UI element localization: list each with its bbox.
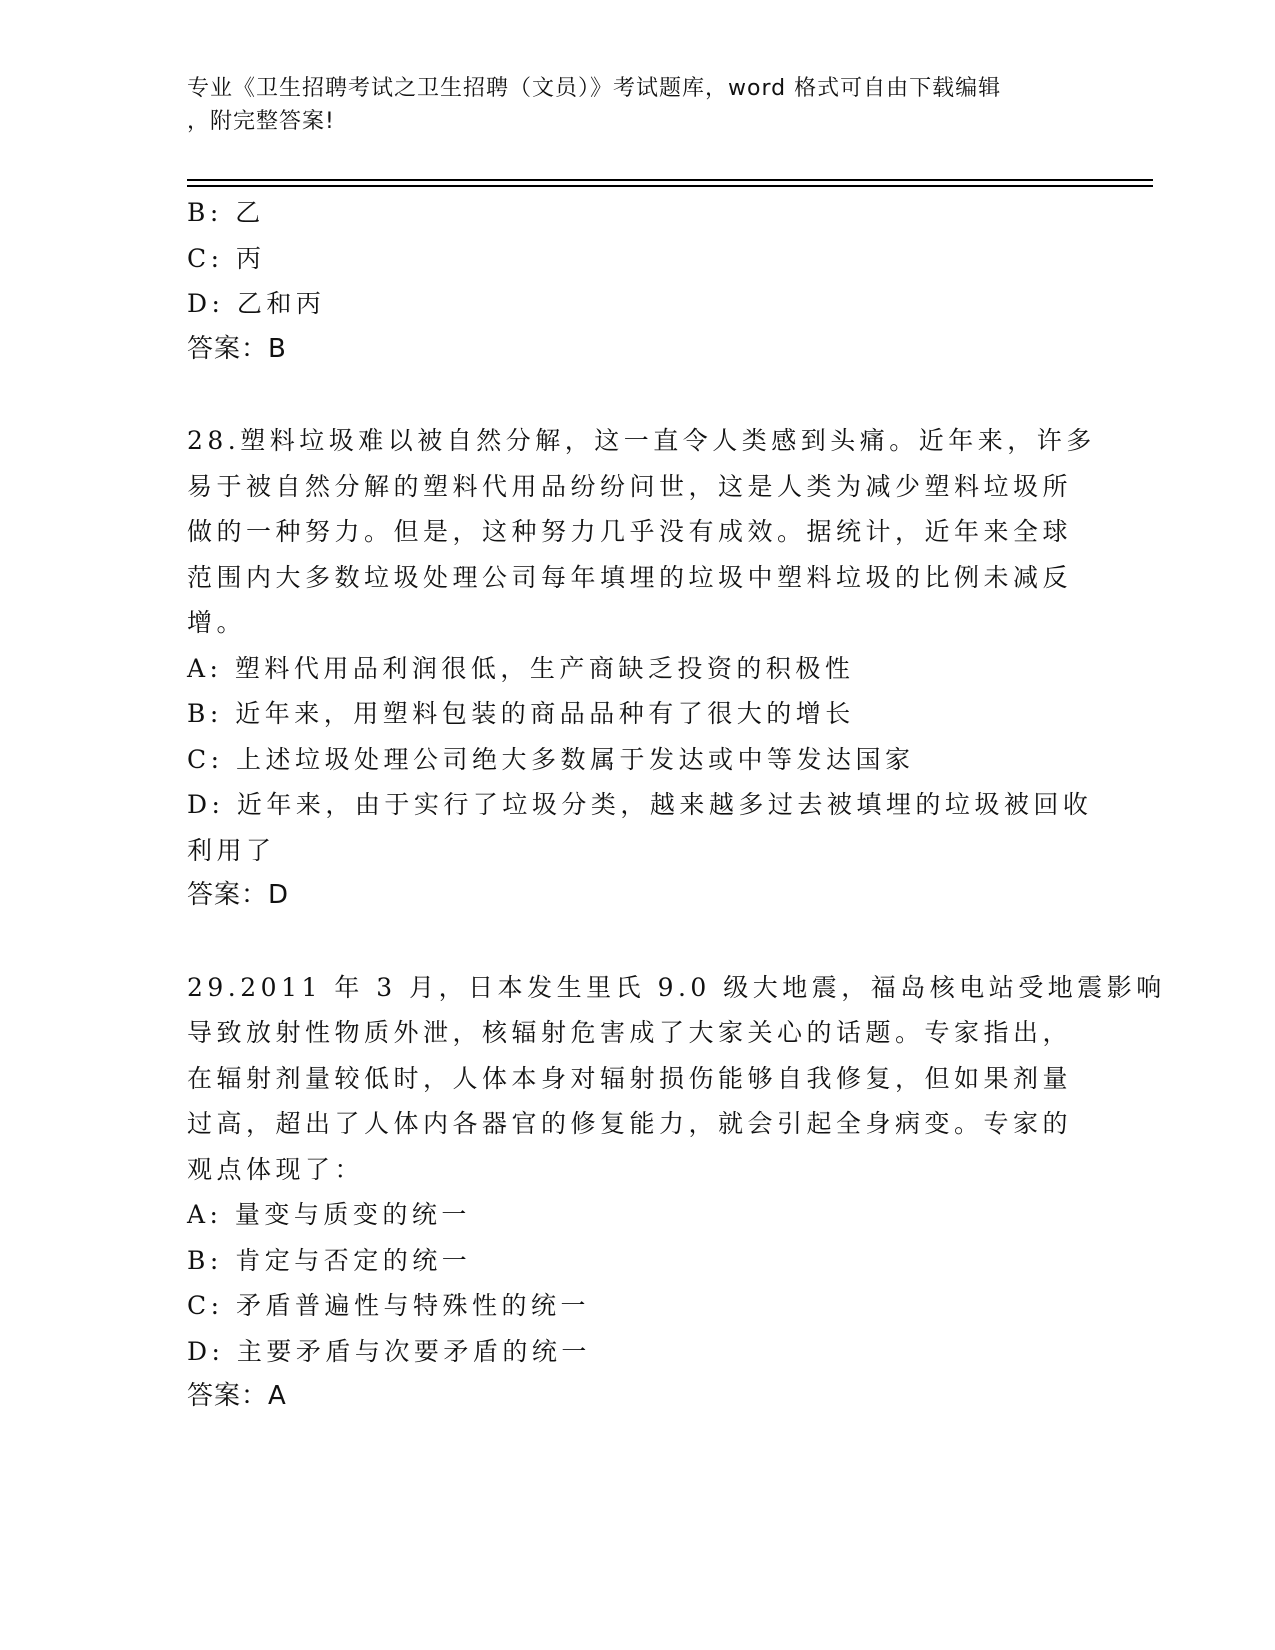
- document-body: [187, 190, 1166, 1420]
- header-line-1: 专业《卫生招聘考试之卫生招聘（文员）》考试题库，word 格式可自由下载编辑: [187, 76, 1002, 101]
- question-stem-line: 范围内大多数垃圾处理公司每年填埋的垃圾中塑料垃圾的比例未减反: [187, 562, 1073, 592]
- question-stem-line: 29.2011 年 3 月，日本发生里氏 9.0 级大地震，福岛核电站受地震影响: [187, 972, 1166, 1002]
- option-c: C: 丙: [187, 243, 266, 273]
- option-d: D: 主要矛盾与次要矛盾的统一: [187, 1336, 591, 1366]
- option-d-continued: 利用了: [187, 835, 276, 865]
- answer-label: 答案：A: [187, 1381, 287, 1411]
- option-d: D: 乙和丙: [187, 289, 326, 318]
- question-stem-line: 增。: [187, 608, 247, 637]
- question-stem-line: 做的一种努力。但是，这种努力几乎没有成效。据统计，近年来全球: [187, 517, 1073, 546]
- answer-label: 答案：D: [187, 880, 290, 910]
- spacer: [187, 372, 1087, 418]
- spacer: [187, 919, 1087, 965]
- option-b: B: 近年来，用塑料包装的商品品种有了很大的增长: [187, 699, 855, 728]
- question-27-tail: [187, 190, 1087, 372]
- header-line-2: ，附完整答案!: [187, 109, 335, 134]
- question-stem-line: 易于被自然分解的塑料代用品纷纷问世，这是人类为减少塑料垃圾所: [187, 471, 1073, 501]
- question-stem-line: 导致放射性物质外泄，核辐射危害成了大家关心的话题。专家指出，: [187, 1018, 1073, 1047]
- header-rule-top: [187, 179, 1153, 181]
- question-stem-line: 过高，超出了人体内各器官的修复能力，就会引起全身病变。专家的: [187, 1109, 1073, 1138]
- question-29: [187, 965, 1166, 1420]
- option-a: A: 塑料代用品利润很低，生产商缺乏投资的积极性: [187, 653, 855, 683]
- question-stem-line: 观点体现了：: [187, 1154, 365, 1184]
- option-c: C: 矛盾普遍性与特殊性的统一: [187, 1291, 590, 1320]
- option-c: C: 上述垃圾处理公司绝大多数属于发达或中等发达国家: [187, 744, 915, 774]
- option-b: B: 肯定与否定的统一: [187, 1245, 472, 1275]
- question-stem-line: 在辐射剂量较低时，人体本身对辐射损伤能够自我修复，但如果剂量: [187, 1063, 1073, 1093]
- option-d: D: 近年来，由于实行了垃圾分类，越来越多过去被填埋的垃圾被回收: [187, 790, 1093, 819]
- question-stem-line: 28.塑料垃圾难以被自然分解，这一直令人类感到头痛。近年来，许多: [187, 426, 1096, 455]
- question-28: [187, 418, 1096, 919]
- option-a: A: 量变与质变的统一: [187, 1200, 471, 1229]
- header-rule-bottom: [187, 185, 1153, 187]
- answer-label: 答案：B: [187, 333, 287, 364]
- option-b: B: 乙: [187, 198, 265, 227]
- document-header: [187, 72, 1087, 138]
